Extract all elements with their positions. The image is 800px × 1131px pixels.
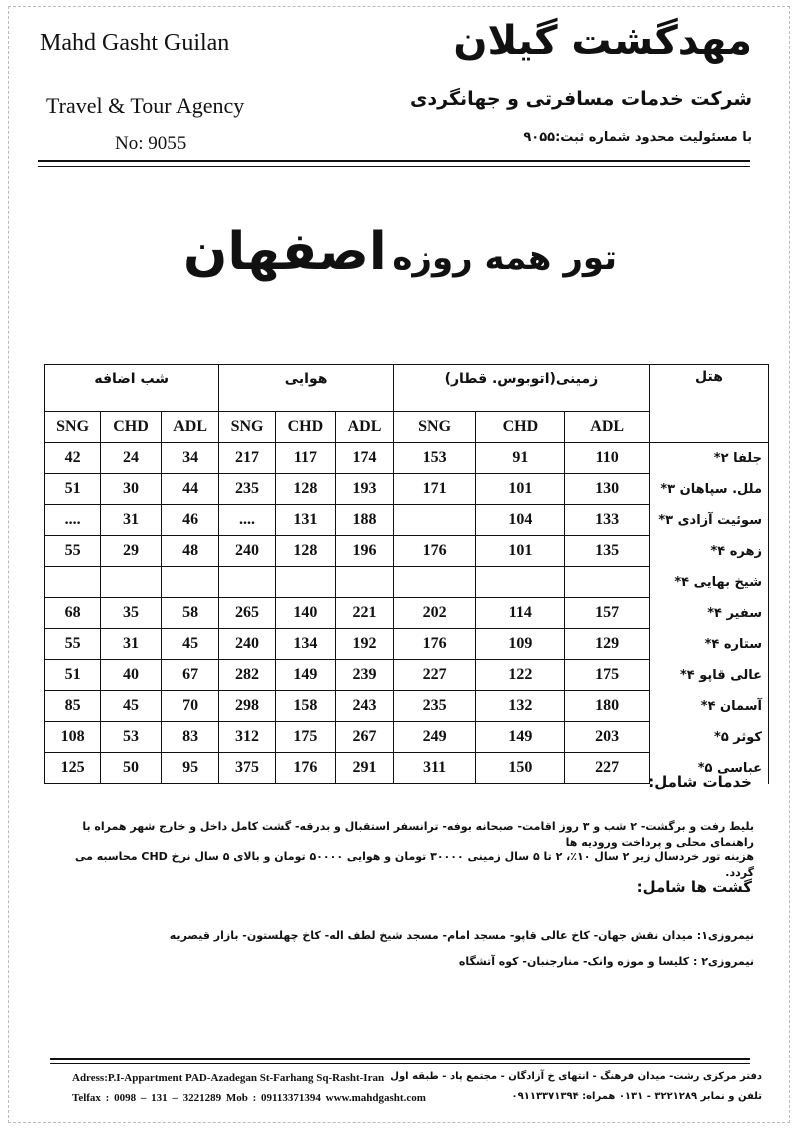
price-cell-land: 157 — [565, 598, 650, 629]
price-cell-air: 117 — [275, 443, 336, 474]
price-cell-air: 128 — [275, 536, 336, 567]
table-row — [45, 691, 769, 722]
price-cell-air: 239 — [336, 660, 394, 691]
footer-contact-en: Telfax : 0098 – 131 – 3221289 Mob : 09113371394 www.mahdgasht.com — [72, 1092, 426, 1104]
table-row — [45, 660, 769, 691]
footer-address-fa: دفتر مرکزی رشت- میدان فرهنگ - انتهای خ آزادگان - مجتمع پاد - طبقه اول — [390, 1071, 762, 1082]
hotel-column-header: هتل — [650, 365, 769, 443]
price-cell-air: 176 — [275, 753, 336, 784]
price-cell-extra: 46 — [161, 505, 219, 536]
price-cell-extra: 83 — [161, 722, 219, 753]
col-header-adl: ADL — [336, 412, 394, 443]
price-cell-extra: 67 — [161, 660, 219, 691]
price-cell-land: 109 — [476, 629, 565, 660]
price-cell-air: 192 — [336, 629, 394, 660]
price-cell-air: 221 — [336, 598, 394, 629]
price-cell-air: 243 — [336, 691, 394, 722]
price-cell-land: 175 — [565, 660, 650, 691]
hotel-name-cell: آسمان ۴* — [650, 691, 769, 722]
price-cell-land: 227 — [393, 660, 476, 691]
price-cell-extra — [45, 567, 101, 598]
price-cell-extra: 125 — [45, 753, 101, 784]
air-group-header: هوایی — [219, 365, 393, 412]
price-cell-land: 101 — [476, 474, 565, 505]
price-cell-land: 91 — [476, 443, 565, 474]
price-cell-extra: 45 — [101, 691, 162, 722]
col-header-chd: CHD — [476, 412, 565, 443]
price-cell-air — [336, 567, 394, 598]
table-row — [45, 629, 769, 660]
price-cell-land: 110 — [565, 443, 650, 474]
price-cell-air: .... — [219, 505, 275, 536]
tours-line-2: نیمروزی۲ : کلیسا و موزه وانک- منارجنبان- کوه آتشگاه — [458, 955, 754, 968]
price-cell-extra: 44 — [161, 474, 219, 505]
price-table — [44, 364, 769, 784]
price-cell-land: 203 — [565, 722, 650, 753]
price-cell-land: 132 — [476, 691, 565, 722]
price-cell-extra: 42 — [45, 443, 101, 474]
price-cell-air: 196 — [336, 536, 394, 567]
hotel-name-cell: ملل. سپاهان ۳* — [650, 474, 769, 505]
hotel-name-cell: عالی قاپو ۴* — [650, 660, 769, 691]
price-cell-extra: 55 — [45, 629, 101, 660]
price-cell-extra: 34 — [161, 443, 219, 474]
price-cell-air: 193 — [336, 474, 394, 505]
hotel-name-cell: سوئیت آزادی ۳* — [650, 505, 769, 536]
header-divider — [38, 160, 750, 162]
price-cell-air: 134 — [275, 629, 336, 660]
price-cell-extra: 70 — [161, 691, 219, 722]
price-cell-extra — [101, 567, 162, 598]
price-cell-land — [476, 567, 565, 598]
price-cell-extra: 40 — [101, 660, 162, 691]
services-line-2: هزینه تور خردسال زیر ۲ سال ۱۰٪، ۲ تا ۵ سال زمینی ۳۰۰۰۰ تومان و هوایی ۵۰۰۰۰ تومان و بالای ۵ سال نرخ CHD محاسبه می گردد. — [74, 850, 754, 879]
price-cell-extra: 51 — [45, 474, 101, 505]
agency-name-fa: مهدگشت گیلان — [453, 18, 752, 64]
price-cell-extra: 58 — [161, 598, 219, 629]
price-cell-air: 175 — [275, 722, 336, 753]
price-cell-air: 128 — [275, 474, 336, 505]
price-cell-air: 131 — [275, 505, 336, 536]
table-row — [45, 443, 769, 474]
price-cell-land — [393, 567, 476, 598]
price-cell-air — [275, 567, 336, 598]
price-cell-extra: 31 — [101, 629, 162, 660]
price-cell-land: 129 — [565, 629, 650, 660]
tours-line-1: نیمروزی۱: میدان نقش جهان- کاخ عالی قاپو- مسجد امام- مسجد شیخ لطف اله- کاخ چهلستون- بازار قیصریه — [169, 929, 754, 942]
registration-number-en: No: 9055 — [115, 133, 187, 154]
price-cell-land: 135 — [565, 536, 650, 567]
price-cell-air: 140 — [275, 598, 336, 629]
price-cell-extra: 31 — [101, 505, 162, 536]
price-cell-extra — [161, 567, 219, 598]
col-header-adl: ADL — [161, 412, 219, 443]
table-row — [45, 505, 769, 536]
price-cell-extra: 30 — [101, 474, 162, 505]
price-cell-air — [219, 567, 275, 598]
table-row — [45, 567, 769, 598]
price-cell-land — [565, 567, 650, 598]
price-cell-air: 158 — [275, 691, 336, 722]
footer-divider — [50, 1058, 750, 1060]
price-cell-air: 312 — [219, 722, 275, 753]
title-part-2: اصفهان — [183, 222, 387, 282]
footer-address-en: Adress:P.I-Appartment PAD-Azadegan St-Farhang Sq-Rasht-Iran — [72, 1072, 385, 1084]
agency-name-en: Mahd Gasht Guilan — [40, 30, 230, 56]
price-cell-extra: 95 — [161, 753, 219, 784]
price-cell-air: 282 — [219, 660, 275, 691]
price-cell-air: 235 — [219, 474, 275, 505]
hotel-name-cell: جلفا ۲* — [650, 443, 769, 474]
price-cell-land: 171 — [393, 474, 476, 505]
price-cell-land: 104 — [476, 505, 565, 536]
price-cell-land: 235 — [393, 691, 476, 722]
price-cell-extra: 55 — [45, 536, 101, 567]
price-cell-land: 180 — [565, 691, 650, 722]
price-cell-extra: 108 — [45, 722, 101, 753]
hotel-name-cell: زهره ۴* — [650, 536, 769, 567]
col-header-adl: ADL — [565, 412, 650, 443]
price-cell-land: 149 — [476, 722, 565, 753]
price-cell-land: 176 — [393, 629, 476, 660]
price-cell-land: 114 — [476, 598, 565, 629]
price-cell-land: 249 — [393, 722, 476, 753]
price-cell-extra: 24 — [101, 443, 162, 474]
price-cell-land — [393, 505, 476, 536]
price-cell-land: 153 — [393, 443, 476, 474]
price-cell-land: 176 — [393, 536, 476, 567]
price-cell-air: 188 — [336, 505, 394, 536]
price-cell-land: 101 — [476, 536, 565, 567]
title-part-1: تور همه روزه — [392, 238, 617, 278]
col-header-chd: CHD — [275, 412, 336, 443]
price-cell-extra: 85 — [45, 691, 101, 722]
footer-divider-thin — [50, 1063, 750, 1064]
price-cell-extra: 35 — [101, 598, 162, 629]
header-divider-thin — [38, 166, 750, 167]
price-cell-extra: 51 — [45, 660, 101, 691]
table-group-header-row — [45, 365, 769, 412]
price-cell-extra: .... — [45, 505, 101, 536]
table-row — [45, 536, 769, 567]
price-cell-extra: 68 — [45, 598, 101, 629]
table-row — [45, 474, 769, 505]
price-cell-extra: 50 — [101, 753, 162, 784]
price-cell-air: 291 — [336, 753, 394, 784]
price-cell-land: 202 — [393, 598, 476, 629]
price-cell-extra: 48 — [161, 536, 219, 567]
table-row — [45, 598, 769, 629]
footer-contact-fa: تلفن و نمابر ۳۲۲۱۲۸۹ - ۰۱۳۱ همراه: ۰۹۱۱۳۳۷۱۳۹۴ — [511, 1091, 762, 1102]
hotel-name-cell: شیخ بهایی ۴* — [650, 567, 769, 598]
land-group-header: زمینی(اتوبوس. قطار) — [393, 365, 649, 412]
extra-night-group-header: شب اضافه — [45, 365, 219, 412]
price-cell-air: 298 — [219, 691, 275, 722]
price-cell-air: 267 — [336, 722, 394, 753]
col-header-sng: SNG — [393, 412, 476, 443]
hotel-name-cell: سفیر ۴* — [650, 598, 769, 629]
page-title — [0, 222, 800, 282]
price-cell-land: 130 — [565, 474, 650, 505]
tours-heading: گشت ها شامل: — [636, 878, 752, 896]
price-cell-air: 240 — [219, 536, 275, 567]
hotel-name-cell: کوثر ۵* — [650, 722, 769, 753]
price-cell-extra: 53 — [101, 722, 162, 753]
agency-type-fa: شرکت خدمات مسافرتی و جهانگردی — [410, 88, 752, 110]
price-cell-land: 133 — [565, 505, 650, 536]
price-cell-land: 311 — [393, 753, 476, 784]
price-cell-land: 150 — [476, 753, 565, 784]
registration-number-fa: با مسئولیت محدود شماره ثبت:۹۰۵۵ — [523, 130, 752, 145]
price-cell-air: 375 — [219, 753, 275, 784]
col-header-sng: SNG — [45, 412, 101, 443]
col-header-sng: SNG — [219, 412, 275, 443]
price-cell-air: 174 — [336, 443, 394, 474]
hotel-name-cell: ستاره ۴* — [650, 629, 769, 660]
table-row — [45, 722, 769, 753]
price-cell-land: 227 — [565, 753, 650, 784]
hotel-name-cell: عباسی ۵* — [650, 753, 769, 784]
agency-type-en: Travel & Tour Agency — [46, 93, 245, 118]
price-cell-land: 122 — [476, 660, 565, 691]
price-cell-air: 240 — [219, 629, 275, 660]
price-cell-air: 217 — [219, 443, 275, 474]
price-cell-air: 265 — [219, 598, 275, 629]
price-cell-extra: 45 — [161, 629, 219, 660]
price-cell-air: 149 — [275, 660, 336, 691]
col-header-chd: CHD — [101, 412, 162, 443]
price-cell-extra: 29 — [101, 536, 162, 567]
services-line-1: بلیط رفت و برگشت- ۲ شب و ۳ روز اقامت- صبحانه بوفه- ترانسفر استقبال و بدرقه- گشت کامل داخل و خارج شهر همراه با راهنمای محلی و پرداخت ورودیه ها — [82, 820, 754, 849]
services-heading: خدمات شامل: — [648, 773, 752, 791]
